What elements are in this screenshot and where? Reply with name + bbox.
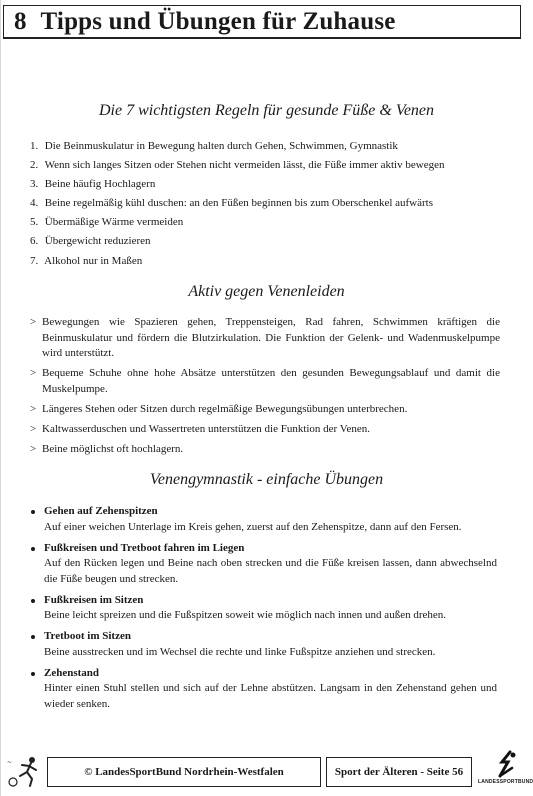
chapter-number: 8	[14, 7, 27, 35]
point-text: Kaltwasserduschen und Wassertreten unterstützen die Funktion der Venen.	[42, 422, 371, 435]
rule-text: Beine häufig Hochlagern	[44, 178, 156, 191]
list-item	[30, 541, 497, 588]
list-item	[30, 156, 510, 175]
list-item	[30, 666, 497, 713]
arrow-marker: >	[30, 442, 37, 455]
rule-number: 6.	[30, 235, 39, 248]
exercise-title: Fußkreisen im Sitzen	[44, 593, 144, 606]
exercise-text: Beine ausstrecken und im Wechsel die rechte und linke Fußspitze anziehen und strecken.	[44, 645, 436, 658]
rule-number: 3.	[30, 178, 39, 191]
list-item	[30, 366, 500, 397]
bullet-icon	[31, 672, 35, 676]
arrow-marker: >	[30, 402, 37, 415]
section-title-rules: Die 7 wichtigsten Regeln für gesunde Füße & Venen	[98, 102, 435, 119]
bullet-icon	[31, 547, 35, 551]
point-text: Bequeme Schuhe ohne hohe Absätze unterstützen den gesunden Bewegungsablauf und damit die Muskelpumpe.	[42, 367, 500, 395]
rule-text: Alkohol nur in Maßen	[44, 254, 143, 267]
list-item	[30, 194, 510, 213]
active-points-list	[30, 315, 500, 462]
exercise-title: Tretboot im Sitzen	[44, 630, 131, 642]
arrow-marker: >	[30, 422, 37, 435]
rule-text: Die Beinmuskulatur in Bewegung halten durch Gehen, Schwimmen, Gymnastik	[44, 140, 398, 152]
list-item	[30, 629, 497, 660]
list-item	[30, 175, 510, 194]
rule-number: 4.	[30, 197, 39, 210]
exercise-text: Auf den Rücken legen und Beine nach oben strecken und die Füße kreisen lassen, dann abwechselnd die Füße beugen und strecken.	[44, 557, 497, 585]
sportbund-logo-icon	[488, 750, 528, 792]
list-item	[30, 252, 510, 271]
footer-copyright-box	[47, 757, 321, 787]
bullet-icon	[31, 635, 35, 639]
rule-text: Wenn sich langes Sitzen oder Stehen nicht vermeiden lässt, die Füße immer aktiv bewegen	[44, 159, 445, 172]
list-item	[30, 402, 500, 418]
runner-figure-icon	[5, 752, 45, 792]
rule-number: 2.	[30, 159, 39, 172]
rule-text: Beine regelmäßig kühl duschen: an den Füßen beginnen bis zum Oberschenkel aufwärts	[44, 197, 433, 210]
section-title-exercises: Venengymnastik - einfache Übungen	[149, 471, 384, 488]
footer-copyright: © LandesSportBund Nordrhein-Westfalen	[84, 766, 284, 778]
rule-number: 1.	[30, 140, 39, 152]
list-item	[30, 213, 510, 232]
list-item	[30, 232, 510, 251]
rule-number: 5.	[30, 216, 39, 229]
exercise-title: Fußkreisen und Tretboot fahren im Liegen	[44, 541, 245, 554]
chapter-header	[3, 5, 521, 39]
exercises-list	[30, 504, 497, 718]
exercise-text: Beine leicht spreizen und die Fußspitzen soweit wie möglich nach innen und außen drehen.	[44, 609, 446, 621]
footer-page-box	[326, 757, 472, 787]
section-title-active: Aktiv gegen Venenleiden	[188, 283, 345, 300]
point-text: Längeres Stehen oder Sitzen durch regelmäßige Bewegungsübungen unterbrechen.	[42, 402, 408, 415]
chapter-title: Tipps und Übungen für Zuhause	[40, 7, 396, 35]
rule-number: 7.	[30, 254, 39, 267]
arrow-marker: >	[30, 367, 37, 379]
list-item	[30, 593, 497, 624]
bullet-icon	[31, 510, 35, 514]
exercise-text: Hinter einen Stuhl stellen und sich auf der Lehne abstützen. Langsam in den Zehenstand gehen und wieder senken.	[44, 682, 497, 710]
point-text: Bewegungen wie Spazieren gehen, Treppensteigen, Rad fahren, Schwimmen kräftigen die Beinmuskulatur und fördern die Blutzirkulation. Die Funktion der Gelenk- und Wadenmuskelpumpe wird unterstützt.	[42, 316, 500, 359]
arrow-marker: >	[30, 316, 37, 328]
rule-text: Übermäßige Wärme vermeiden	[44, 216, 184, 229]
rules-list	[30, 137, 510, 271]
list-item	[30, 315, 500, 362]
rule-text: Übergewicht reduzieren	[44, 235, 151, 248]
exercise-text: Auf einer weichen Unterlage im Kreis gehen, zuerst auf den Zehenspitze, dann auf den Fersen.	[44, 520, 462, 533]
bullet-icon	[31, 599, 35, 603]
exercise-title: Zehenstand	[44, 666, 100, 679]
exercise-title: Gehen auf Zehenspitzen	[44, 505, 158, 517]
list-item	[30, 504, 497, 535]
list-item	[30, 422, 500, 438]
svg-text:~: ~	[7, 759, 13, 766]
logo-caption: LANDESSPORTBUND	[478, 779, 533, 785]
footer-page-ref: Sport der Älteren - Seite 56	[334, 766, 464, 778]
point-text: Beine möglichst oft hochlagern.	[42, 442, 184, 455]
list-item	[30, 442, 500, 458]
list-item	[30, 137, 510, 156]
